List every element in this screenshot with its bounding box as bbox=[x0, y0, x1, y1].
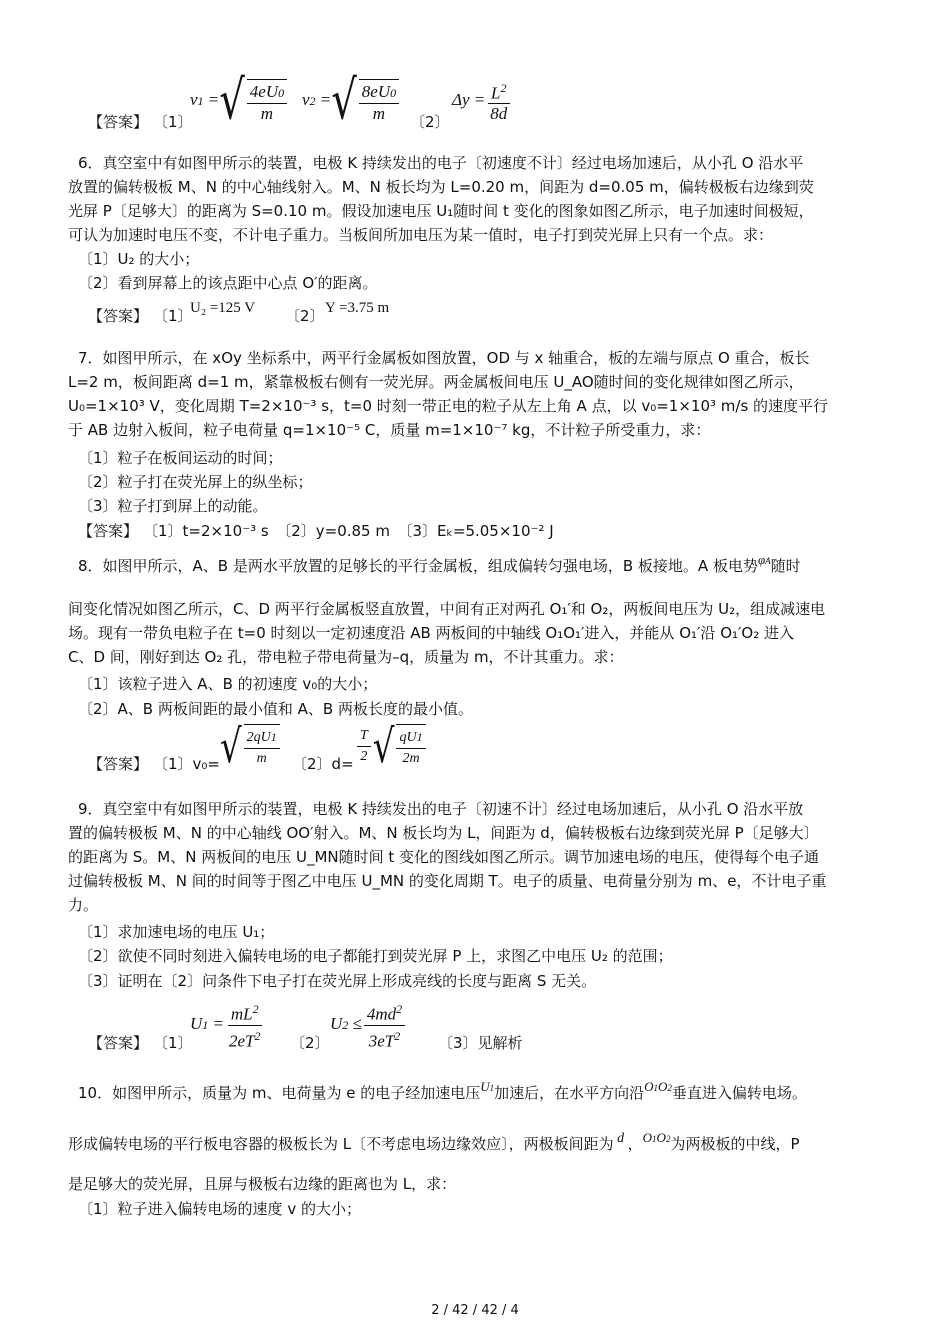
p7-q1: 〔1〕粒子在板间运动的时间； bbox=[78, 449, 283, 467]
p8-answer-1-label: 〔1〕v₀= bbox=[153, 755, 221, 773]
answer-label: 〔2〕 bbox=[410, 113, 450, 131]
formula-d: $\frac{T}{2}$ √ $\frac{qU1}{2m}$ bbox=[355, 722, 428, 772]
p6-line3: 光屏 P〔足够大〕的距离为 S=0.10 m。假设加速电压 U₁随时间 t 变化的图象如图乙所示，电子加速时间极短， bbox=[68, 202, 814, 220]
formula-delta-y: Δy = $\frac{L^2}{8d}$ bbox=[452, 75, 512, 125]
p7-line3: U₀=1×10³ V，变化周期 T=2×10⁻³ s，t=0 时刻一带正电的粒子从左上角 A 点，以 v₀=1×10³ m/s 的速度平行 bbox=[68, 397, 829, 415]
p8-q1: 〔1〕该粒子进入 A、B 的初速度 v₀的大小； bbox=[78, 675, 378, 693]
p6-answer-2: Y =3.75 m bbox=[325, 300, 390, 316]
answer-label: 〔1〕 bbox=[153, 113, 193, 131]
formula-v1: v1 = √ $\frac{4eU0}{m}$ bbox=[190, 70, 289, 131]
d-symbol: d bbox=[613, 1131, 628, 1146]
answer-tag: 【答案】 bbox=[88, 113, 149, 131]
phi-a-symbol: φA bbox=[757, 552, 771, 567]
formula-u2: U2 ≤ $\frac{4md^2}{3eT^2}$ bbox=[330, 996, 407, 1053]
answer-tag: 【答案】 bbox=[88, 755, 149, 773]
p8-line2: 间变化情况如图乙所示，C、D 两平行金属板竖直放置，中间有正对两孔 O₁′和 O₂，两板间电压为 U₂，组成减速电 bbox=[68, 600, 826, 618]
p8-line1: 8．如图甲所示，A、B 是两水平放置的足够长的平行金属板，组成偏转匀强电场，B 板接地。A 板电势φA随时 bbox=[78, 552, 801, 575]
p8-line3: 场。现有一带负电粒子在 t=0 时刻以一定初速度沿 AB 两板间的中轴线 O₁O₁′进入，并能从 O₁′沿 O₁′O₂ 进入 bbox=[68, 624, 795, 642]
p6-answer-1: U₂ =125 V bbox=[190, 300, 256, 316]
p10-line3: 是足够大的荧光屏，且屏与极板右边缘的距离也为 L，求： bbox=[68, 1175, 457, 1193]
formula-v2: v2 = √ $\frac{8eU0}{m}$ bbox=[302, 70, 401, 131]
answer-label: 〔1〕 bbox=[153, 1034, 193, 1052]
p7-q3: 〔3〕粒子打到屏上的动能。 bbox=[78, 497, 268, 515]
answer-label: 〔1〕 bbox=[153, 307, 193, 325]
p7-line4: 于 AB 边射入板间，粒子电荷量 q=1×10⁻⁵ C，质量 m=1×10⁻⁷ kg，不计粒子所受重力，求： bbox=[68, 421, 711, 439]
p8-line4: C、D 间，刚好到达 O₂ 孔，带电粒子带电荷量为–q，质量为 m，不计其重力。求： bbox=[68, 648, 624, 666]
formula-v0: √ $\frac{2qU1}{m}$ bbox=[220, 722, 282, 772]
p10-q1: 〔1〕粒子进入偏转电场的速度 v 的大小； bbox=[78, 1200, 361, 1218]
p7-q2: 〔2〕粒子打在荧光屏上的纵坐标； bbox=[78, 473, 313, 491]
answer-tag: 【答案】 bbox=[88, 1034, 149, 1052]
answer-tag: 【答案】 bbox=[78, 522, 139, 540]
u1-symbol: U1 bbox=[480, 1079, 495, 1094]
p6-line1: 6．真空室中有如图甲所示的装置，电极 K 持续发出的电子〔初速度不计〕经过电场加速后，从小孔 O 沿水平 bbox=[78, 154, 804, 172]
p10-line1: 10．如图甲所示，质量为 m、电荷量为 e 的电子经加速电压U1加速后，在水平方向沿O1O2垂直进入偏转电场。 bbox=[78, 1079, 807, 1102]
p9-q3: 〔3〕证明在〔2〕问条件下电子打在荧光屏上形成亮线的长度与距离 S 无关。 bbox=[78, 972, 597, 990]
p6-q1: 〔1〕U₂ 的大小； bbox=[78, 250, 200, 268]
p9-line3: 的距离为 S。M、N 两板间的电压 U_MN随时间 t 变化的图线如图乙所示。调节加速电场的电压，使得每个电子通 bbox=[68, 848, 820, 866]
p8-answer-2-label: 〔2〕d= bbox=[292, 755, 354, 773]
p7-answer: 〔1〕t=2×10⁻³ s 〔2〕y=0.85 m 〔3〕Eₖ=5.05×10⁻² J bbox=[143, 522, 554, 540]
p9-q1: 〔1〕求加速电场的电压 U₁； bbox=[78, 923, 275, 941]
o1o2-symbol: O1O2 bbox=[644, 1079, 672, 1094]
p9-line2: 置的偏转极板 M、N 的中心轴线 OO′射入。M、N 板长均为 L，间距为 d，偏转极板右边缘到荧光屏 P〔足够大〕 bbox=[68, 824, 819, 842]
o1o2-symbol-2: O1O2 bbox=[642, 1130, 671, 1145]
p7-line1: 7．如图甲所示，在 xOy 坐标系中，两平行金属板如图放置，OD 与 x 轴重合，板的左端与原点 O 重合，板长 bbox=[78, 349, 810, 367]
p10-line2: 形成偏转电场的平行板电容器的极板长为 L〔不考虑电场边缘效应〕，两极板间距为 d ，O1O2为两极板的中线，P bbox=[68, 1130, 800, 1153]
answer-label: 〔2〕 bbox=[285, 307, 325, 325]
answer-label: 〔2〕 bbox=[290, 1034, 330, 1052]
page-footer: 2 / 42 / 42 / 4 bbox=[431, 1303, 519, 1318]
p6-line4: 可认为加速时电压不变，不计电子重力。当板间所加电压为某一值时，电子打到荧光屏上只有一个点。求： bbox=[68, 226, 774, 244]
formula-u1: U1 = $\frac{mL^2}{2eT^2}$ bbox=[190, 996, 266, 1053]
p9-answer-3: 〔3〕见解析 bbox=[438, 1034, 523, 1052]
p6-q2: 〔2〕看到屏幕上的该点距中心点 O′的距离。 bbox=[78, 274, 378, 292]
p6-line2: 放置的偏转极板 M、N 的中心轴线射入。M、N 板长均为 L=0.20 m，间距为 d=0.05 m，偏转极板右边缘到荧 bbox=[68, 178, 814, 196]
p9-line4: 过偏转极板 M、N 间的时间等于图乙中电压 U_MN 的变化周期 T。电子的质量、电荷量分别为 m、e，不计电子重 bbox=[68, 872, 827, 890]
p9-q2: 〔2〕欲使不同时刻进入偏转电场的电子都能打到荧光屏 P 上，求图乙中电压 U₂ 的范围； bbox=[78, 947, 673, 965]
p7-line2: L=2 m，板间距离 d=1 m，紧靠极板右侧有一荧光屏。两金属板间电压 U_AO随时间的变化规律如图乙所示， bbox=[68, 373, 804, 391]
p9-line1: 9．真空室中有如图甲所示的装置，电极 K 持续发出的电子〔初速不计〕经过电场加速后，从小孔 O 沿水平放 bbox=[78, 800, 804, 818]
p8-q2: 〔2〕A、B 两板间距的最小值和 A、B 两板长度的最小值。 bbox=[78, 700, 473, 718]
answer-tag: 【答案】 bbox=[88, 307, 149, 325]
p9-line5: 力。 bbox=[68, 896, 99, 914]
